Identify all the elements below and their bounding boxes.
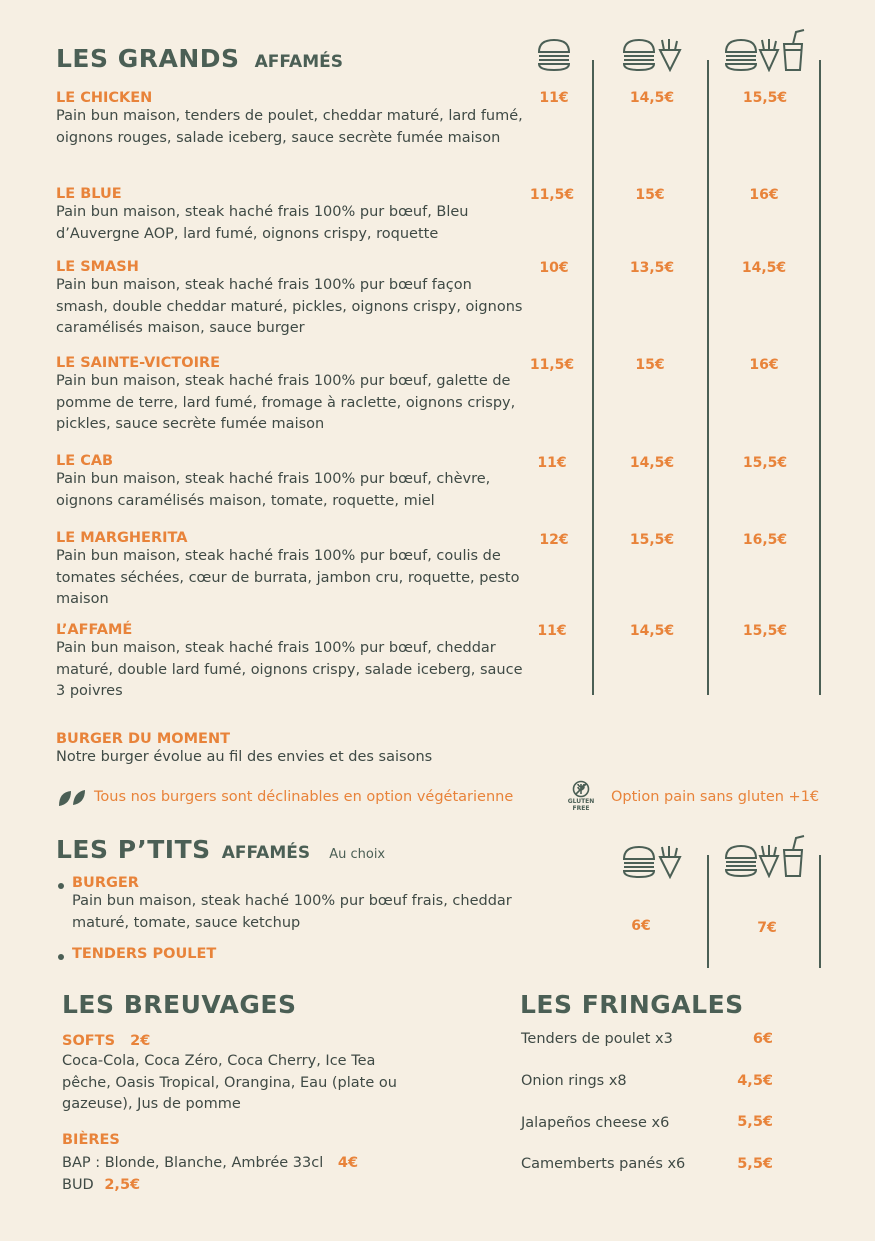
price-burger: 11,5€ [529, 187, 575, 203]
price-menu-drink: 15,5€ [742, 90, 788, 106]
burger-fries-icon [622, 38, 682, 72]
item-description: Pain bun maison, steak haché frais 100% pur bœuf, chèvre, oignons caramélisés maison, tomate, roquette, miel [56, 471, 491, 509]
bullet [58, 954, 64, 960]
wheat-crossed-icon [572, 780, 590, 798]
gluten-note: Option pain sans gluten +1€ [611, 789, 820, 805]
price-burger: 11,5€ [529, 357, 575, 373]
price-burger: 11€ [537, 455, 567, 471]
item-name: BURGER [72, 875, 139, 891]
bap-text: BAP : Blonde, Blanche, Ambrée 33cl [62, 1155, 324, 1171]
item-name: LE SMASH [56, 259, 139, 275]
price-menu: 14,5€ [629, 455, 675, 471]
item-description: Pain bun maison, steak haché 100% pur bœuf frais, cheddar maturé, tomate, sauce ketchup [72, 893, 512, 931]
softs-label: SOFTS [62, 1033, 116, 1049]
gluten-badge-line: GLUTEN [567, 798, 595, 805]
softs-description: Coca-Cola, Coca Zéro, Coca Cherry, Ice Tea pêche, Oasis Tropical, Orangina, Eau (plate ou gazeuse), Jus de pomme [62, 1053, 397, 1112]
menu-item [56, 622, 526, 703]
item-name: BURGER DU MOMENT [56, 731, 230, 747]
fringale-name: Jalapeños cheese x6 [521, 1115, 670, 1131]
item-description: Pain bun maison, steak haché frais 100% pur bœuf, coulis de tomates séchées, cœur de burrata, jambon cru, roquette, pesto maison [56, 548, 520, 607]
price-menu-drink: 14,5€ [741, 260, 787, 276]
price-menu-drink: 15,5€ [742, 623, 788, 639]
price-menu: 14,5€ [629, 623, 675, 639]
price-burger: 10€ [539, 260, 569, 276]
bud-line [62, 1177, 140, 1193]
section-header-grands [56, 44, 343, 73]
item-name: LE SAINTE-VICTOIRE [56, 355, 221, 371]
item-description: Pain bun maison, tenders de poulet, cheddar maturé, lard fumé, oignons rouges, salade iceberg, sauce secrète fumée maison [56, 108, 523, 146]
bullet [58, 883, 64, 889]
section-title: LES P’TITS [56, 835, 211, 864]
price-menu: 15€ [635, 187, 665, 203]
menu-item-moment [56, 731, 576, 769]
menu-item [56, 186, 526, 245]
item-name: LE MARGHERITA [56, 530, 188, 546]
vegetarian-note: Tous nos burgers sont déclinables en option végétarienne [94, 789, 514, 805]
column-divider [707, 60, 709, 695]
menu-item [56, 259, 526, 340]
burger-fries-drink-icon [724, 28, 806, 72]
section-title-fringales: LES FRINGALES [520, 990, 744, 1019]
fringale-name: Tenders de poulet x3 [521, 1031, 673, 1047]
menu-item [56, 90, 526, 149]
section-title: LES GRANDS [56, 44, 240, 73]
fringale-price: 5,5€ [737, 1114, 773, 1130]
bap-line [62, 1155, 358, 1171]
fringale-price: 4,5€ [737, 1073, 773, 1089]
price-menu: 13,5€ [629, 260, 675, 276]
bud-text: BUD [62, 1177, 94, 1193]
item-description: Pain bun maison, steak haché frais 100% pur bœuf façon smash, double cheddar maturé, pickles, oignons crispy, oignons caramélisés maison, sauce burger [56, 277, 523, 336]
leaf-icon [57, 788, 87, 808]
price-burger: 12€ [539, 532, 569, 548]
price-menu-drink: 15,5€ [742, 455, 788, 471]
price-menu: 15€ [635, 357, 665, 373]
item-name: LE CAB [56, 453, 114, 469]
price-menu: 15,5€ [629, 532, 675, 548]
gluten-free-badge [565, 780, 597, 812]
list-item [72, 875, 542, 934]
burger-icon [536, 38, 572, 72]
gluten-badge-line: FREE [572, 805, 590, 812]
price-burger: 11€ [537, 623, 567, 639]
column-divider [592, 60, 594, 695]
menu-item [56, 453, 526, 512]
price-menu-drink: 16€ [749, 357, 779, 373]
fringale-price: 5,5€ [737, 1156, 773, 1172]
burger-fries-drink-icon [724, 834, 806, 878]
section-note: Au choix [329, 847, 386, 862]
softs-header [62, 1030, 150, 1049]
price-burger: 11€ [539, 90, 569, 106]
price-menu: 6€ [631, 918, 651, 934]
item-description: Pain bun maison, steak haché frais 100% pur bœuf, galette de pomme de terre, lard fumé, fromage à raclette, oignons crispy, pickles, sauce secrète fumée maison [56, 373, 516, 432]
section-subtitle: AFFAMÉS [254, 52, 343, 72]
item-name: LE BLUE [56, 186, 122, 202]
price-menu-drink: 16,5€ [742, 532, 788, 548]
price-menu-drink: 7€ [757, 920, 777, 936]
item-description: Pain bun maison, steak haché frais 100% pur bœuf, cheddar maturé, double lard fumé, oignons crispy, salade iceberg, sauce 3 poivres [56, 640, 523, 699]
item-name: LE CHICKEN [56, 90, 153, 106]
section-header-ptits [56, 835, 385, 864]
column-divider [707, 855, 709, 968]
item-description: Notre burger évolue au fil des envies et des saisons [56, 749, 433, 765]
bap-price: 4€ [337, 1155, 359, 1171]
column-divider [819, 60, 821, 695]
bud-price: 2,5€ [104, 1177, 141, 1193]
section-subtitle: AFFAMÉS [221, 843, 311, 863]
item-description: Pain bun maison, steak haché frais 100% pur bœuf, Bleu d’Auvergne AOP, lard fumé, oignons crispy, roquette [56, 204, 469, 242]
burger-fries-icon [622, 845, 682, 879]
softs-price: 2€ [130, 1033, 151, 1049]
section-title-breuvages: LES BREUVAGES [62, 990, 297, 1019]
fringale-price: 6€ [752, 1031, 773, 1047]
item-name: L’AFFAMÉ [56, 622, 133, 638]
item-name: TENDERS POULET [72, 946, 217, 962]
bieres-label: BIÈRES [62, 1132, 120, 1148]
fringale-name: Onion rings x8 [521, 1073, 627, 1089]
price-menu-drink: 16€ [749, 187, 779, 203]
column-divider [819, 855, 821, 968]
price-menu: 14,5€ [629, 90, 675, 106]
fringale-name: Camemberts panés x6 [521, 1156, 686, 1172]
menu-item [56, 355, 526, 436]
menu-item [56, 530, 526, 611]
